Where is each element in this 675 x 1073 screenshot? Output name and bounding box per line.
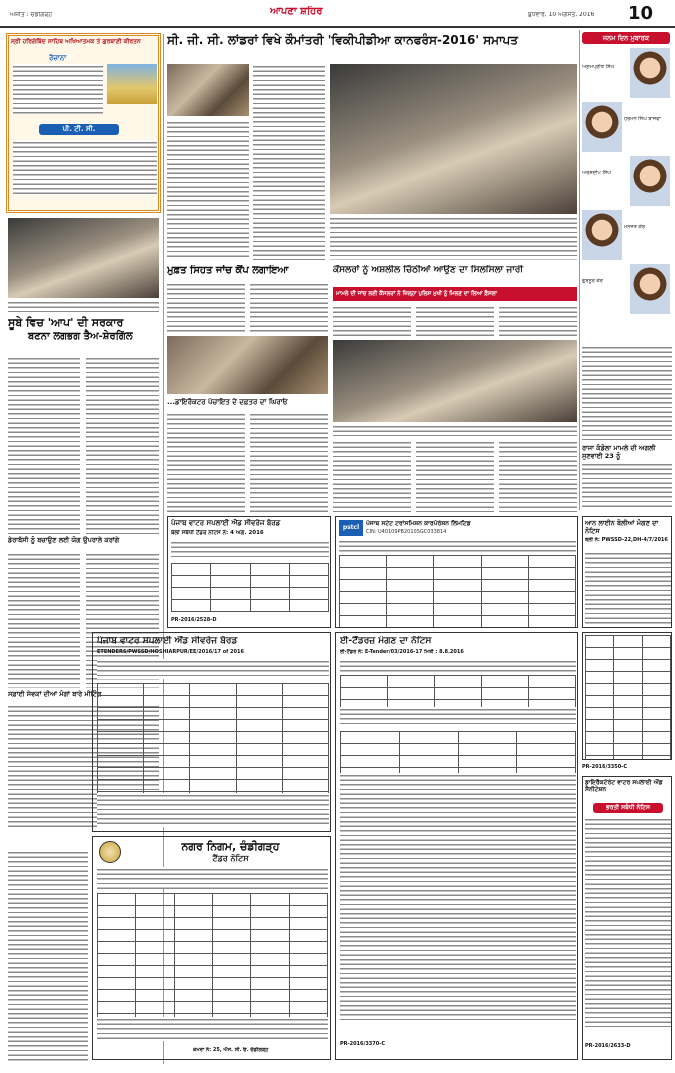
online-bids-ref: ਬੋਲੀ ਨੰ: PWSSD-22,DH-4/7/2016 [585,537,668,543]
eye-camp-text-a [167,282,245,332]
rana-headline: ਰਾਜਾ ਕੰਡੋਲਾ ਮਾਮਲੇ ਦੀ ਅਗਲੀ ਸੁਣਵਾਈ 23 ਨੂੰ [582,444,656,460]
kid-photo-3 [630,156,670,206]
birthday-title: ਜਨਮ ਦਿਨ ਮੁਬਾਰਕ [582,32,670,44]
college-notice [582,776,672,1060]
councillors-text-f [499,440,577,512]
eye-camp-photo [167,336,328,394]
pr-code-4: PR-2016/3370-C [340,1041,385,1047]
aap-headline-line1: ਸੂਬੇ ਵਿਚ 'ਆਪ' ਦੀ ਸਰਕਾਰ [8,316,124,329]
councillors-subbar: ਮਾਮਲੇ ਦੀ ਜਾਂਚ ਲਈ ਕੌਂਸਲਰਾਂ ਨੇ ਜ਼ਿਲ੍ਹਾ ਪੁਲਿਸ ਮੁਖੀ ਨੂੰ ਮਿਲਣ ਦਾ ਲਿਆ ਫ਼ੈਸਲਾ [333,287,577,301]
pstcl-body [339,539,576,553]
pstcl-name: ਪੰਜਾਬ ਸਟੇਟ ਟਰਾਂਸਮਿਸ਼ਨ ਕਾਰਪੋਰੇਸ਼ਨ ਲਿਮਟਿਡ [366,520,471,527]
college-title: ਡਾਇਰੈਕਟੋਰੇਟ ਵਾਟਰ ਸਪਲਾਈ ਐਂਡ ਸੈਨੀਟੇਸ਼ਨ [585,779,663,793]
kid-photo-1 [630,48,670,98]
pstcl-table [339,555,576,628]
pwssb-big-ref: ETENDERS/PWSSD/HOSHIARPUR/EE/2016/17 of 2016 [97,649,244,655]
side-headline-2: ਸਫ਼ਾਈ ਸੇਵਕਾਂ ਦੀਆਂ ਮੰਗਾਂ ਬਾਰੇ ਮੀਟਿੰਗ [8,690,102,698]
wiki-text-col2 [253,64,325,260]
kid-name-4: ਮਨਜੋਤ ਕੌਰ [624,224,645,230]
wiki-photo-small [167,64,249,116]
issue-date: ਬੁੱਧਵਾਰ, 10 ਅਗਸਤ, 2016 [528,12,595,18]
college-body [585,817,671,1027]
kid-photo-2 [582,102,622,152]
etender-title: ਈ-ਟੈਂਡਰਜ਼ ਮੰਗਣ ਦਾ ਨੋਟਿਸ [340,636,432,646]
main-headline [167,33,577,61]
right-article-a [582,345,672,440]
right-rule [579,30,580,510]
pwssb-big-footer [97,793,329,827]
page-number: 10 [628,3,654,24]
pwssb-big-title: ਪੰਜਾਬ ਵਾਟਰ ਸਪਲਾਈ ਐਂਡ ਸੀਵਰੇਜ ਬੋਰਡ [97,636,238,646]
pwssb-tender-notice [167,516,331,628]
etender-ref: ਈ-ਟੈਂਡਰ ਨੰ: E-Tender/03/2016-17 ਮਿਤੀ : 8.8.2016 [340,649,464,655]
wiki-photo-large [330,64,577,214]
kirtan-text [13,64,103,114]
pwssb-tender-ref: ਬੋਲੀ ਸਬੰਧੀ ਟੈਂਡਰ ਨੋਟਿਸ ਨੰ: 4 ਅਗ. 2016 [171,530,264,536]
pwssb-tender-title: ਪੰਜਾਬ ਵਾਟਰ ਸਪਲਾਈ ਐਂਡ ਸੀਵਰੇਜ ਬੋਰਡ [171,519,281,527]
kid-photo-4 [582,210,622,260]
councillors-caption [333,424,577,436]
nagar-emblem [99,841,121,863]
councillors-text-a [333,305,411,337]
left-article-col-c [8,552,80,688]
section-title: ਆਪਣਾ ਸ਼ਹਿਰ [270,6,323,17]
councillors-text-d [333,440,411,512]
pwssb-tender-body [171,540,329,560]
right-table-notice [582,632,672,760]
directorate-headline: ...ਡਾਇਰੈਕਟਰ ਪੰਚਾਇਤ ਦੇ ਦਫ਼ਤਰ ਦਾ ਘਿਰਾਓ [167,398,288,406]
right-table [585,635,671,760]
kirtan-sub: ਰੋਜ਼ਾਨਾ [49,54,67,62]
kirtan-title: ਸ੍ਰੀ ਹਰਿਗੋਬਿੰਦ ਸਾਹਿਬ ਅਖਿਆਤਮਕ ਤੇ ਗੁਰਬਾਣੀ ਕੀਰਤਨ [11,38,141,45]
ptc-label: ਪੀ. ਟੀ. ਸੀ. [39,124,119,135]
left-article-col-a [8,356,80,534]
councillors-photo [333,340,577,422]
councillors-text-e [416,440,494,512]
aap-headline-line2: ਬਣਨਾ ਲਗਭਗ ਤੈਅ-ਸ਼ੇਰਗਿੱਲ [28,331,133,342]
nagar-title: ਨਗਰ ਨਿਗਮ, ਚੰਡੀਗੜ੍ਹ [181,840,280,853]
college-subtitle: ਭਰਤੀ ਸਬੰਧੀ ਨੋਟਿਸ [593,803,663,813]
online-bids-notice [582,516,672,628]
online-bids-body [585,551,671,625]
etender-body-3 [340,773,576,1023]
edition-label: ਅਜੀਤ : ਚੰਡੀਗੜ੍ਹ [10,12,53,18]
pwssb-tender-table [171,563,329,612]
nagar-nigam-notice [92,836,331,1060]
directorate-text-b [250,412,328,512]
etender-body-1 [340,659,576,673]
pwssb-big-table [97,683,329,804]
councillors-text-c [499,305,577,337]
kid-name-5: ਗੁਰਨੂਰ ਕੌਰ [582,278,603,284]
right-article-b [582,462,672,510]
eye-camp-text-b [250,282,328,332]
etender-notice [335,632,578,1060]
birthday-panel [582,30,672,340]
nagar-footer [97,1017,328,1041]
wiki-caption [330,216,577,260]
etender-body-2 [340,707,576,727]
nagar-subtitle: ਟੈਂਡਰ ਨੋਟਿਸ [212,854,249,863]
kid-name-1: ਅਗਮਪ੍ਰੀਤ ਸਿੰਘ [582,64,615,70]
pstcl-notice [335,516,578,628]
pr-code-1: PR-2016/2528-D [171,617,217,623]
kid-name-3: ਅਰਸ਼ਦੀਪ ਸਿੰਘ [582,170,612,176]
kid-photo-5 [630,264,670,314]
pwssb-big-body [97,659,329,679]
kirtan-ad [6,33,161,213]
ptc-text [13,140,157,195]
side-headline-1: ਡੇਰਾਬੱਸੀ ਨੂੰ ਬਚਾਉਣ ਲਈ ਯੋਗ ਉਪਰਾਲੇ ਕਰਾਂਗੇ [8,536,120,544]
main-headline-text: ਸੀ. ਜੀ. ਸੀ. ਲਾਂਡਰਾਂ ਵਿਖੇ ਕੌਮਾਂਤਰੀ 'ਵਿਕੀਪੀਡੀਆ ਕਾਨਫਰੰਸ-2016' ਸਮਾਪਤ [167,33,518,47]
pwssb-big-notice [92,632,331,832]
pr-code-2: PR-2016/3350-C [582,764,627,770]
councillors-text-b [416,305,494,337]
nagar-address: ਕਮਰਾ ਨੰ: 25, ਐਸ. ਸੀ. ਓ. ਚੰਡੀਗੜ੍ਹ [193,1047,269,1053]
left-article-col-f [8,850,88,1062]
protest-caption [8,300,159,312]
online-bids-title: ਆਨ ਲਾਈਨ ਬੋਲੀਆਂ ਮੰਗਣ ਦਾ ਨੋਟਿਸ [585,519,659,535]
nagar-body [97,867,328,889]
masthead [0,0,675,28]
golden-temple-image [107,64,157,104]
directorate-text-a [167,412,245,512]
left-article-col-b [86,356,159,534]
councillors-headline: ਕੌਂਸਲਰਾਂ ਨੂੰ ਅਸ਼ਲੀਲ ਚਿੱਠੀਆਂ ਆਉਣ ਦਾ ਸਿਲਸਿਲਾ ਜਾਰੀ [333,265,524,275]
kid-name-2: ਹਰਮਨ ਸਿੰਘ ਬਾਜਵਾ [624,116,661,122]
protest-photo [8,218,159,298]
aap-headline [8,316,159,352]
pstcl-cin: CIN: U40109PB2010SGC033814 [366,529,447,535]
pstcl-logo: pstcl [339,520,363,536]
eye-camp-headline: ਮੁਫ਼ਤ ਸਿਹਤ ਜਾਂਚ ਕੈਂਪ ਲਗਾਇਆ [167,265,289,276]
wiki-text-col1 [167,120,249,260]
pr-code-3: PR-2016/2633-D [585,1043,631,1049]
